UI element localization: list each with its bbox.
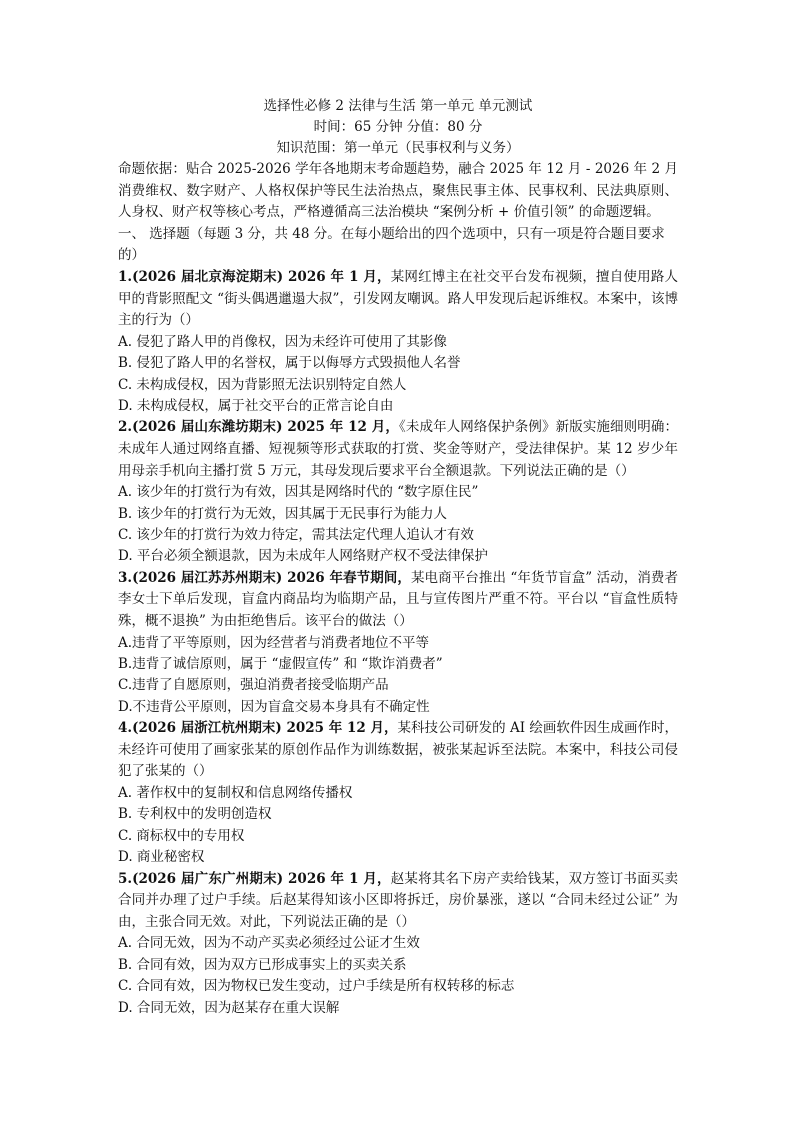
question-label: 5.(2026 届广东广州期末) 2026 年 1 月， (118, 870, 391, 887)
question-2 (118, 417, 678, 567)
question-stem (118, 568, 678, 633)
question-stem (118, 267, 678, 332)
option-a: A. 侵犯了路人甲的肖像权，因为未经许可使用了其影像 (118, 333, 447, 350)
option-c: C. 合同有效，因为物权已发生变动，过户手续是所有权转移的标志 (118, 978, 515, 995)
option-b: B. 合同有效，因为双方已形成事实上的买卖关系 (118, 956, 407, 973)
question-label: 3.(2026 届江苏苏州期末) 2026 年春节期间， (118, 569, 411, 586)
option-c: C. 未构成侵权，因为背影照无法识别特定自然人 (118, 376, 407, 393)
exam-title: 选择性必修 2 法律与生活 第一单元 单元测试 (263, 98, 533, 114)
proposition-basis: 命题依据：贴合 2025-2026 学年各地期末考命题趋势，融合 2025 年 12 月 - 2026 年 2 月消费维权、数字财产、人格权保护等民生法治热点，聚焦民事主体、民事权利、民法典原则、人身权、财产权等核心考点，严格遵循高三法治模块 “案例分析 + 价值引领” 的命题逻辑。 (118, 161, 678, 221)
option-c: C. 商标权中的专用权 (118, 827, 245, 844)
question-label: 4.(2026 届浙江杭州期末) 2025 年 12 月， (118, 720, 398, 737)
exam-page (118, 96, 678, 1019)
question-stem (118, 718, 678, 783)
option-b: B. 专利权中的发明创造权 (118, 806, 272, 823)
question-text: 某科技公司研发的 AI 绘画软件因生成画作时，未经许可使用了画家张某的原创作品作为训练数据，被张某起诉至法院。本案中，科技公司侵犯了张某的（） (118, 720, 678, 780)
question-text: 《未成年人网络保护条例》新版实施细则明确：未成年人通过网络直播、短视频等形式获取的打赏、奖金等财产，受法律保护。某 12 岁少年用母亲手机向主播打赏 5 万元，其母发现后要求平台全额退款。下列说法正确的是（） (118, 419, 678, 479)
exam-scope: 知识范围：第一单元（民事权利与义务） (276, 140, 520, 156)
question-label: 1.(2026 届北京海淀期末) 2026 年 1 月， (118, 268, 391, 285)
option-b: B.违背了诚信原则，属于 “虚假宣传” 和 “欺诈消费者” (118, 655, 443, 672)
option-d: D. 商业秘密权 (118, 849, 205, 866)
section-heading-choice: 一、 选择题（每题 3 分，共 48 分。在每小题给出的四个选项中，只有一项是符合题目要求的） (118, 225, 665, 264)
option-b: B. 侵犯了路人甲的名誉权，属于以侮辱方式毁损他人名誉 (118, 355, 461, 372)
option-c: C. 该少年的打赏行为效力待定，需其法定代理人追认才有效 (118, 526, 474, 543)
option-b: B. 该少年的打赏行为无效，因其属于无民事行为能力人 (118, 505, 448, 522)
question-5 (118, 869, 678, 1019)
question-text: 赵某将其名下房产卖给钱某，双方签订书面买卖合同并办理了过户手续。后赵某得知该小区即将拆迁，房价暴涨，遂以 “合同未经过公证” 为由，主张合同无效。对此，下列说法正确的是（） (118, 870, 678, 930)
question-text: 某网红博主在社交平台发布视频，擅自使用路人甲的背影照配文 “街头偶遇邋遢大叔”，引发网友嘲讽。路人甲发现后起诉维权。本案中，该博主的行为（） (118, 268, 678, 329)
option-a: A. 著作权中的复制权和信息网络传播权 (118, 784, 353, 801)
option-d: D.不违背公平原则，因为盲盒交易本身具有不确定性 (118, 698, 430, 715)
question-stem (118, 869, 678, 934)
question-text: 某电商平台推出 “年货节盲盒” 活动，消费者李女士下单后发现，盲盒内商品均为临期产品，且与宣传图片严重不符。平台以 “盲盒性质特殊，概不退换” 为由拒绝售后。该平台的做法（） (118, 569, 678, 629)
exam-header (118, 96, 678, 159)
option-d: D. 未构成侵权，属于社交平台的正常言论自由 (118, 397, 394, 414)
question-label: 2.(2026 届山东潍坊期末) 2025 年 12 月， (118, 419, 399, 436)
exam-time-score: 时间：65 分钟 分值：80 分 (313, 119, 483, 135)
option-d: D. 平台必须全额退款，因为未成年人网络财产权不受法律保护 (118, 548, 488, 565)
option-a: A.违背了平等原则，因为经营者与消费者地位不平等 (118, 634, 430, 651)
option-d: D. 合同无效，因为赵某存在重大误解 (118, 999, 340, 1016)
question-3 (118, 568, 678, 718)
option-a: A. 合同无效，因为不动产买卖必须经过公证才生效 (118, 935, 420, 952)
question-4 (118, 718, 678, 868)
option-a: A. 该少年的打赏行为有效，因其是网络时代的 “数字原住民” (118, 484, 479, 501)
option-c: C.违背了自愿原则，强迫消费者接受临期产品 (118, 677, 389, 694)
question-stem (118, 417, 678, 482)
question-1 (118, 267, 678, 417)
